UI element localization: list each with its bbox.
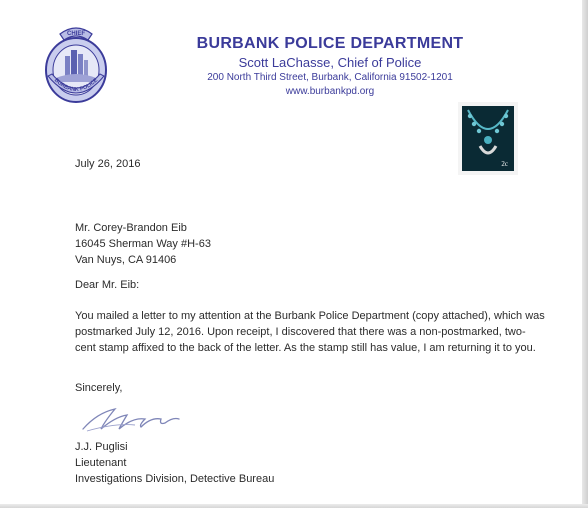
handwritten-signature [75, 399, 187, 435]
recipient-address [75, 220, 211, 268]
recipient-street: 16045 Sherman Way #H-63 [75, 238, 211, 250]
department-address: 200 North Third Street, Burbank, California 91502-1201 [207, 72, 453, 83]
stamp-denomination: 2c [501, 160, 508, 168]
police-badge-logo [38, 20, 114, 112]
department-website: www.burbankpd.org [285, 86, 375, 97]
letterhead [160, 34, 500, 99]
closing: Sincerely, [75, 382, 123, 394]
recipient-city: Van Nuys, CA 91406 [75, 254, 177, 266]
signature-block [75, 439, 274, 487]
recipient-name: Mr. Corey-Brandon Eib [75, 222, 187, 234]
signer-name: J.J. Puglisi [75, 441, 128, 453]
chief-of-police: Scott LaChasse, Chief of Police [238, 55, 422, 70]
scan-edge-bottom [0, 504, 588, 508]
badge-top-text: CHIEF [67, 31, 85, 37]
department-name: BURBANK POLICE DEPARTMENT [196, 35, 464, 52]
letter-body: You mailed a letter to my attention at the Burbank Police Department (copy attached), which was postmarked July 12, 2016. Upon receipt, I discovered that there was a non-postmarked, two-cent stamp affixed to the back of the letter. As the stamp still has value, I am returning it to you. [75, 310, 545, 354]
salutation: Dear Mr. Eib: [75, 279, 140, 291]
postage-stamp-image [458, 102, 518, 175]
signer-division: Investigations Division, Detective Bureau [75, 473, 275, 485]
letter-date: July 26, 2016 [75, 158, 141, 170]
signer-title: Lieutenant [75, 457, 127, 469]
scan-edge-right [582, 0, 588, 508]
badge-bottom-text: BURBANK POLICE [52, 77, 100, 94]
